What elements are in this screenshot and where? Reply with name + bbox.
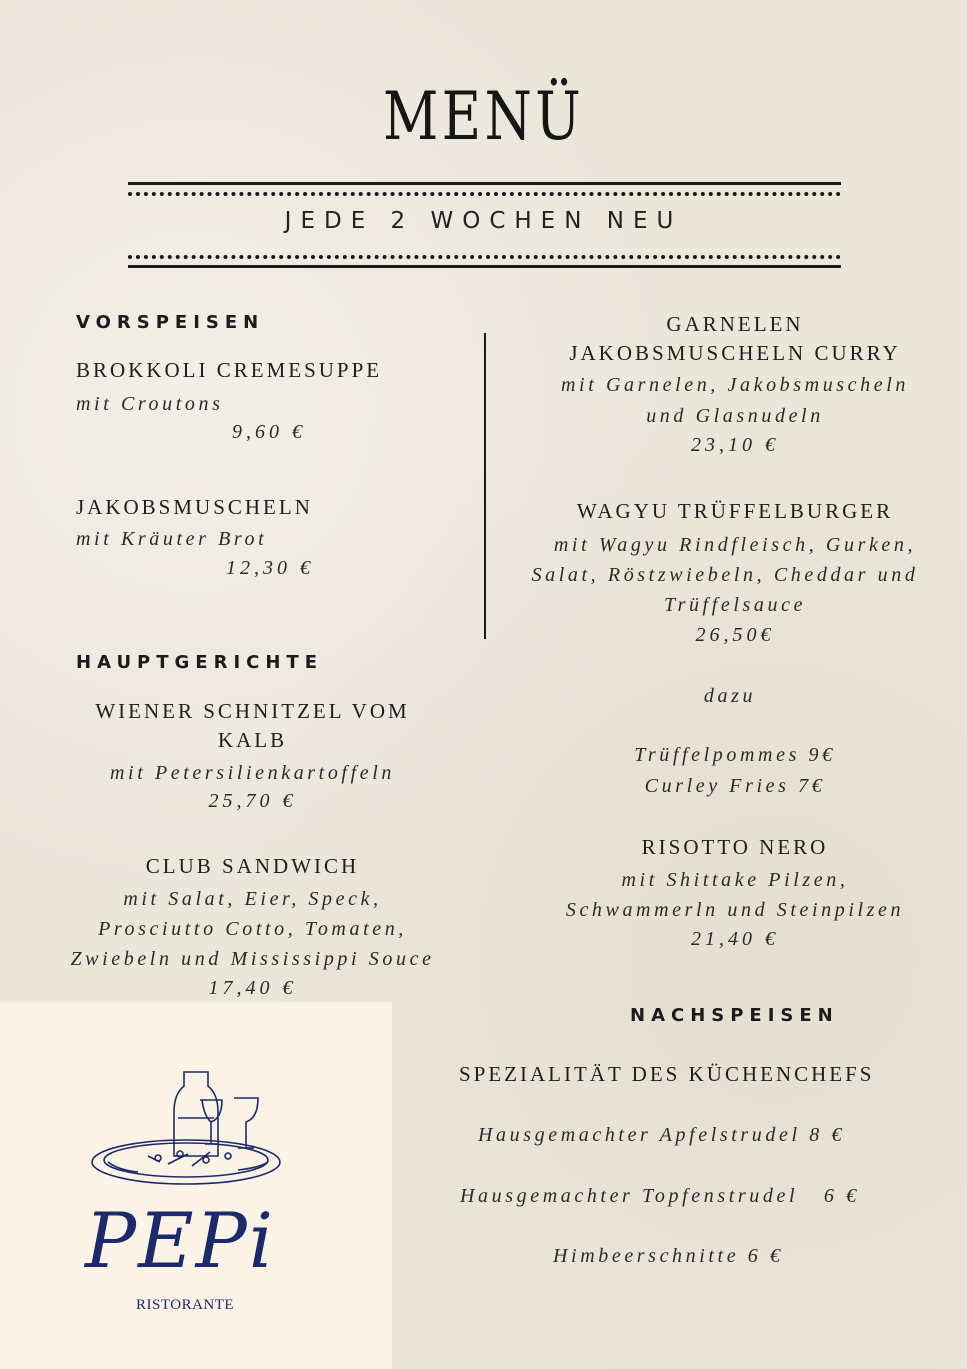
dish-price: 17,40 € <box>208 977 297 999</box>
dish-desc: mit Kräuter Brot <box>76 528 268 550</box>
logo-subtitle: RISTORANTE <box>136 1297 235 1313</box>
dish-desc: Zwiebeln und Mississippi Souce <box>70 948 435 970</box>
dish-name: CLUB SANDWICH <box>145 854 360 878</box>
dessert-item: Hausgemachter Topfenstrudel 6 € <box>460 1185 860 1207</box>
dish-name: JAKOBSMUSCHELN CURRY <box>569 341 901 365</box>
dish-name: JAKOBSMUSCHELN <box>76 495 313 519</box>
dish-desc: Prosciutto Cotto, Tomaten, <box>98 918 407 940</box>
dish-name: GARNELEN <box>666 312 804 336</box>
logo-wordmark: PEPi <box>85 1196 276 1285</box>
dish-price: 9,60 € <box>232 421 306 443</box>
dish-desc: mit Croutons <box>76 393 224 415</box>
dish-price: 25,70 € <box>208 790 297 812</box>
dish-price: 21,40 € <box>691 928 779 950</box>
pizza-wine-illustration-icon <box>88 1068 288 1198</box>
dish-desc: Trüffelsauce <box>663 594 807 616</box>
side-item: Curley Fries 7€ <box>644 775 826 797</box>
dish-price: 23,10 € <box>691 434 779 456</box>
bottom-rule-solid <box>128 265 841 268</box>
dish-name: SPEZIALITÄT DES KÜCHENCHEFS <box>459 1062 875 1086</box>
column-divider <box>484 333 486 639</box>
menu-title: MENÜ <box>382 78 585 155</box>
dish-name: RISOTTO NERO <box>641 835 829 859</box>
dish-desc: mit Shittake Pilzen, <box>621 869 849 891</box>
side-item: Trüffelpommes 9€ <box>634 744 836 766</box>
section-vorspeisen: VORSPEISEN <box>76 312 265 333</box>
dish-desc: und Glasnudeln <box>646 405 824 427</box>
dessert-item: Himbeerschnitte 6 € <box>553 1245 784 1267</box>
dish-price: 26,50€ <box>695 624 775 646</box>
dish-desc: mit Salat, Eier, Speck, <box>123 888 382 910</box>
dish-name: BROKKOLI CREMESUPPE <box>76 358 383 382</box>
dish-desc: Salat, Röstzwiebeln, Cheddar und <box>531 564 919 586</box>
dessert-item: Hausgemachter Apfelstrudel 8 € <box>478 1124 846 1146</box>
dish-name: KALB <box>217 728 288 752</box>
dish-desc: mit Garnelen, Jakobsmuscheln <box>561 374 909 396</box>
menu-subtitle: JEDE 2 WOCHEN NEU <box>284 208 683 234</box>
dish-name: WIENER SCHNITZEL VOM <box>95 699 410 723</box>
section-nachspeisen: NACHSPEISEN <box>630 1005 839 1026</box>
bottom-rule-dots <box>128 255 841 259</box>
dish-desc: Schwammerln und Steinpilzen <box>565 899 905 921</box>
top-rule-dots <box>128 192 841 196</box>
dish-desc: mit Wagyu Rindfleisch, Gurken, <box>553 534 917 556</box>
section-hauptgerichte: HAUPTGERICHTE <box>76 652 324 673</box>
top-rule-solid <box>128 182 841 185</box>
dish-name: WAGYU TRÜFFELBURGER <box>576 499 894 523</box>
dish-desc: mit Petersilienkartoffeln <box>110 762 395 784</box>
dish-price: 12,30 € <box>226 557 314 579</box>
dazu-label: dazu <box>703 685 757 707</box>
